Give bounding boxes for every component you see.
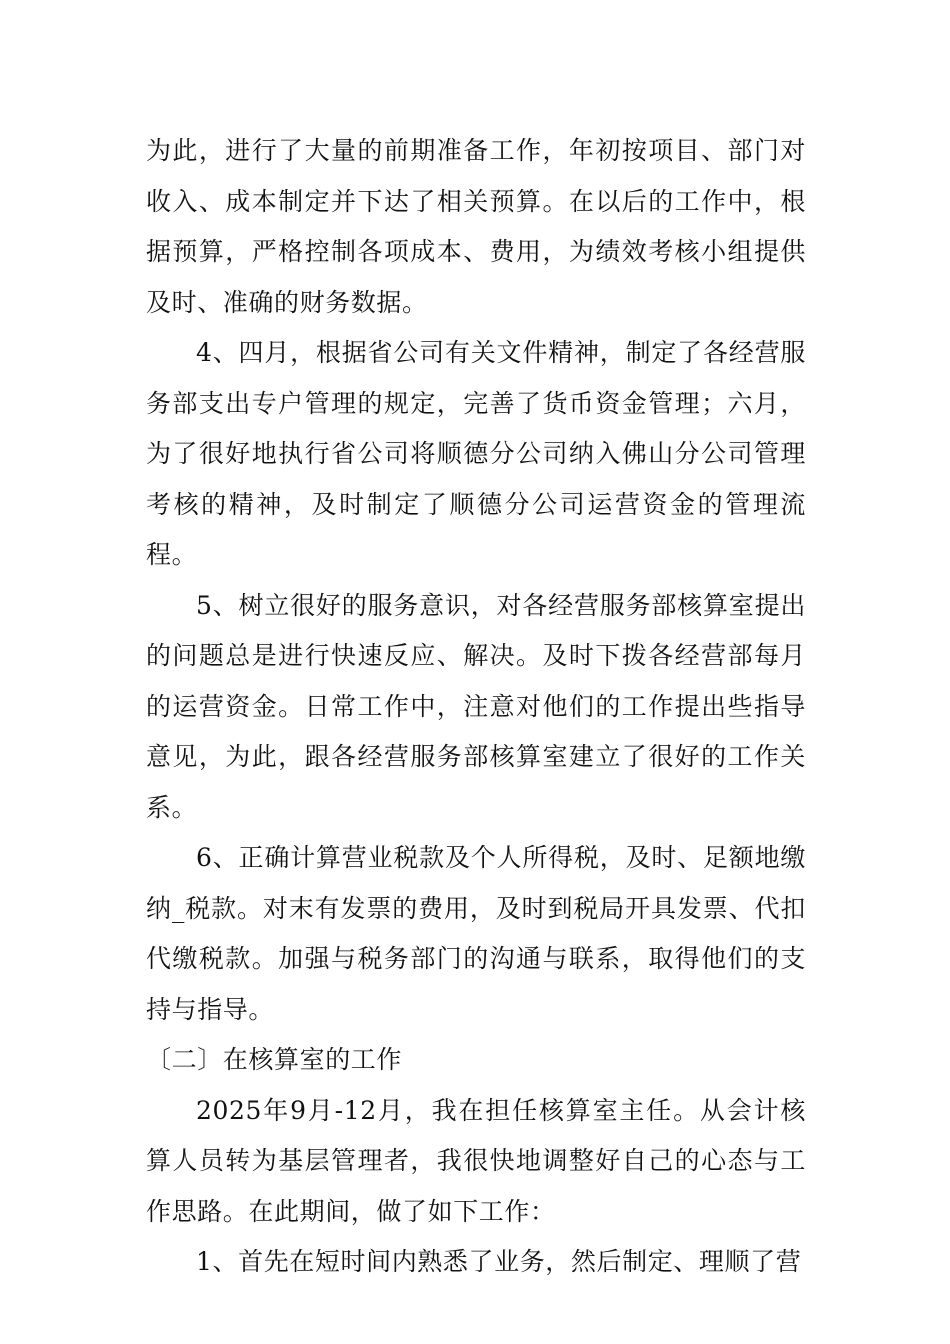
- document-body: [146, 126, 806, 1288]
- paragraph-accounting-office-intro: 2025年9月-12月，我在担任核算室主任。从会计核算人员转为基层管理者，我很快地调整好自己的心态与工作思路。在此期间，做了如下工作：: [146, 1095, 806, 1226]
- paragraph-item-6: 6、正确计算营业税款及个人所得税，及时、足额地缴纳_税款。对末有发票的费用，及时到税局开具发票、代扣代缴税款。加强与税务部门的沟通与联系，取得他们的支持与指导。: [146, 843, 806, 1024]
- paragraph-budget-continuation: 为此，进行了大量的前期准备工作，年初按项目、部门对收入、成本制定并下达了相关预算。在以后的工作中，根据预算，严格控制各项成本、费用，为绩效考核小组提供及时、准确的财务数据。: [146, 136, 806, 317]
- section-heading-accounting-office: 〔二〕在核算室的工作: [146, 1045, 403, 1074]
- paragraph-item-4: 4、四月，根据省公司有关文件精神，制定了各经营服务部支出专户管理的规定，完善了货币资金管理；六月，为了很好地执行省公司将顺德分公司纳入佛山分公司管理考核的精神，及时制定了顺德分公司运营资金的管理流程。: [146, 338, 806, 569]
- paragraph-item-1: 1、首先在短时间内熟悉了业务，然后制定、理顺了营: [196, 1247, 802, 1276]
- paragraph-item-5: 5、树立很好的服务意识，对各经营服务部核算室提出的问题总是进行快速反应、解决。及时下拨各经营部每月的运营资金。日常工作中，注意对他们的工作提出些指导意见，为此，跟各经营服务部核算室建立了很好的工作关系。: [146, 590, 806, 822]
